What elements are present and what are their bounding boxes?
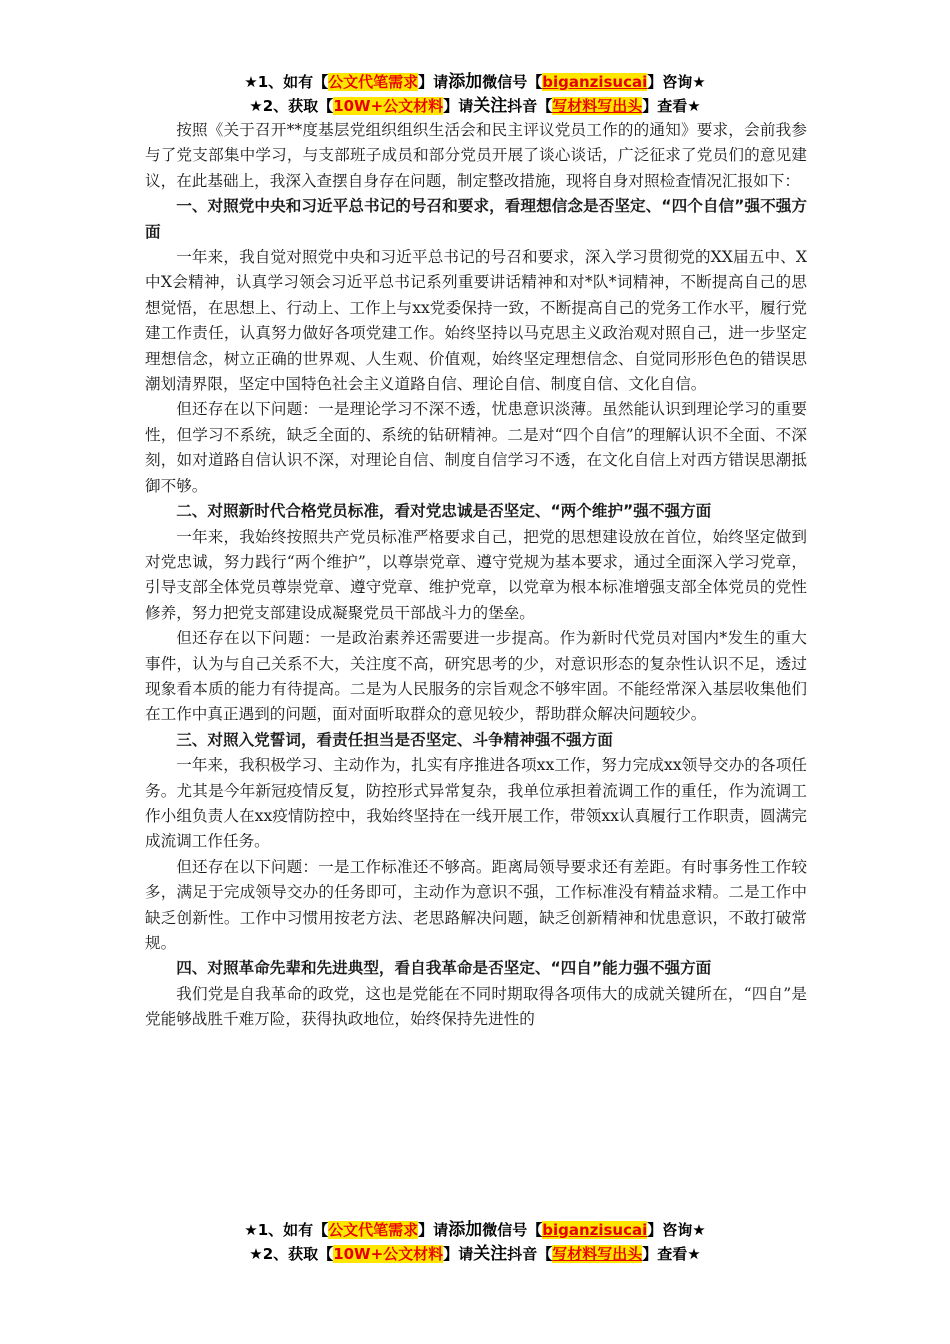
body-paragraph: 一年来，我自觉对照党中央和习近平总书记的号召和要求，深入学习贯彻党的XX届五中、X中X会精神，认真学习领会习近平总书记系列重要讲话精神和对*队*词精神，不断提高自己的思想觉悟，在思想上、行动上、工作上与xx党委保持一致，不断提高自己的党务工作水平，履行党建工作责任，认真努力做好各项党建工作。始终坚持以马克思主义政治观对照自己，进一步坚定理想信念，树立正确的世界观、人生观、价值观，始终坚定理想信念、自觉同形形色色的错误思潮划清界限，坚定中国特色社会主义道路自信、理论自信、制度自信、文化自信。: [145, 248, 807, 394]
materials-highlight: 10W+公文材料: [333, 97, 444, 115]
banner-text: ★1、如有【: [244, 73, 329, 91]
body-paragraph: 一年来，我积极学习、主动作为，扎实有序推进各项xx工作，努力完成xx领导交办的各项任务。尤其是今年新冠疫情反复，防控形式异常复杂，我单位承担着流调工作的重任，作为流调工作小组负责人在xx疫情防控中，我始终坚持在一线开展工作，带领xx认真履行工作职责，圆满完成流调工作任务。: [145, 756, 807, 851]
intro-paragraph: 按照《关于召开**度基层党组织组织生活会和民主评议党员工作的的通知》要求，会前我参与了党支部集中学习，与支部班子成员和部分党员开展了谈心谈话，广泛征求了党员们的意见建议，在此基础上，我深入查摆自身存在问题，制定整改措施，现将自身对照检查情况汇报如下：: [145, 121, 807, 190]
section-heading-4: 四、对照革命先辈和先进典型，看自我革命是否坚定、“四自”能力强不强方面: [176, 959, 712, 978]
body-paragraph: 但还存在以下问题：一是政治素养还需要进一步提高。作为新时代党员对国内*发生的重大事件，认为与自己关系不大，关注度不高，研究思考的少，对意识形态的复杂性认识不足，透过现象看本质的能力有待提高。二是为人民服务的宗旨观念不够牢固。不能经常深入基层收集他们在工作中真正遇到的问题，面对面听取群众的意见较少，帮助群众解决问题较少。: [145, 629, 807, 724]
banner-text: ★2、获取【: [249, 1245, 334, 1263]
materials-highlight: 10W+公文材料: [333, 1245, 444, 1263]
body-paragraph: 我们党是自我革命的政党，这也是党能在不同时期取得各项伟大的成就关键所在，“四自”是党能够战胜千难万险，获得执政地位，始终保持先进性的: [145, 984, 807, 1029]
banner-emphasis: 关注: [473, 1244, 508, 1264]
banner-text: 】请: [418, 73, 449, 91]
top-banner-line-2: [0, 94, 950, 118]
section-heading-1: 一、对照党中央和习近平总书记的号召和要求，看理想信念是否坚定、“四个自信”强不强方面: [145, 197, 807, 241]
banner-text: 】请: [443, 1245, 474, 1263]
section-heading-2: 二、对照新时代合格党员标准，看对党忠诚是否坚定、“两个维护”强不强方面: [176, 502, 712, 521]
wechat-id-link[interactable]: biganzisucai: [542, 1221, 648, 1239]
ghostwriting-highlight: 公文代笔需求: [328, 1221, 419, 1239]
banner-text: 微信号【: [482, 1221, 543, 1239]
banner-emphasis: 关注: [473, 96, 508, 116]
banner-text: 】请: [418, 1221, 449, 1239]
banner-text: ★1、如有【: [244, 1221, 329, 1239]
banner-text: 】咨询★: [647, 1221, 706, 1239]
body-paragraph: 但还存在以下问题：一是工作标准还不够高。距离局领导要求还有差距。有时事务性工作较多，满足于完成领导交办的任务即可，主动作为意识不强，工作标准没有精益求精。二是工作中缺乏创新性。工作中习惯用按老方法、老思路解决问题，缺乏创新精神和忧患意识，不敢打破常规。: [145, 857, 807, 952]
banner-text: 微信号【: [482, 73, 543, 91]
top-banner-line-1: [0, 70, 950, 94]
banner-text: 抖音【: [507, 97, 553, 115]
section-heading-3: 三、对照入党誓词，看责任担当是否坚定、斗争精神强不强方面: [176, 730, 613, 749]
banner-emphasis: 添加: [448, 72, 483, 92]
banner-text: 抖音【: [507, 1245, 553, 1263]
douyin-account-link[interactable]: 写材料写出头: [552, 1245, 643, 1263]
douyin-account-link[interactable]: 写材料写出头: [552, 97, 643, 115]
body-paragraph: 一年来，我始终按照共产党员标准严格要求自己，把党的思想建设放在首位，始终坚定做到对党忠诚，努力践行“两个维护”，以尊崇党章、遵守党规为基本要求，通过全面深入学习党章，引导支部全体党员尊崇党章、遵守党章、维护党章，以党章为根本标准增强支部全体党员的党性修养，努力把党支部建设成凝聚党员干部战斗力的堡垒。: [145, 527, 807, 622]
body-paragraph: 但还存在以下问题：一是理论学习不深不透，忧患意识淡薄。虽然能认识到理论学习的重要性，但学习不系统，缺乏全面的、系统的钻研精神。二是对“四个自信”的理解认识不全面、不深刻，如对道路自信认识不深，对理论自信、制度自信学习不透，在文化自信上对西方错误思潮抵御不够。: [145, 400, 807, 495]
banner-text: 】请: [443, 97, 474, 115]
bottom-banner-line-2: [0, 1242, 950, 1266]
banner-text: 】咨询★: [647, 73, 706, 91]
document-body: [145, 118, 807, 1033]
banner-text: 】查看★: [642, 1245, 701, 1263]
banner-text: ★2、获取【: [249, 97, 334, 115]
ghostwriting-highlight: 公文代笔需求: [328, 73, 419, 91]
bottom-banner-line-1: [0, 1218, 950, 1242]
banner-text: 】查看★: [642, 97, 701, 115]
banner-emphasis: 添加: [448, 1220, 483, 1240]
wechat-id-link[interactable]: biganzisucai: [542, 73, 648, 91]
